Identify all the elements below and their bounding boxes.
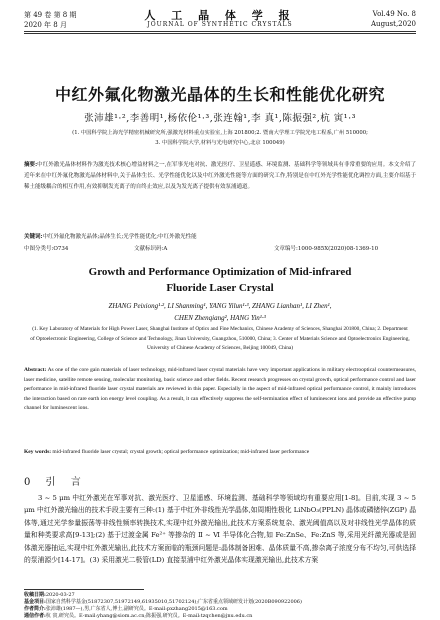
keywords-en-label: Key words:: [24, 449, 52, 455]
title-en: Growth and Performance Optimization of Mid-infrared Fluoride Laser Crystal: [88, 266, 352, 294]
abstract-en: [24, 366, 416, 414]
keywords-cn: [24, 232, 416, 243]
date-en: August,2020: [371, 20, 416, 28]
abstract-en-label: Abstract:: [24, 367, 47, 373]
footnote-bio-text: 张沛雄(1987—),男,广东省人,博士,副研究员。E-mail:pxzhang2015@163.com: [45, 606, 228, 612]
footnote-corr-label: 通信作者:: [24, 613, 46, 619]
header-rule-top: [24, 31, 416, 32]
abstract-cn-label: 摘要:: [24, 162, 38, 168]
clc-number: 中图分类号:O734: [24, 246, 69, 252]
affiliations-cn: [24, 128, 416, 148]
authors-cn: 张沛雄¹·²,李善明¹,杨依伦¹·³,张连翰¹,李 真¹,陈振强²,杭 寅¹·³: [84, 113, 356, 124]
footnotes: [24, 592, 416, 620]
authors-en-line: CHEN Zhenqiang², HANG Yin¹·³: [174, 314, 266, 322]
body-paragraph: 3 ~ 5 μm 中红外激光在军事对抗、激光医疗、卫星遥感、环境监测、基础科学等领域均有重要应用[1-8]。目前,实现 3 ~ 5 μm 中红外激光输出的技术手段主要有三种:(1) 基于中红外非线性光学晶体,如周期性极化 LiNbO₃(PPLN) 晶体或磷锗锌(ZGP) 晶体等,通过光学参量振荡等非线性频率转换技术,实现中红外激光输出,此技术方案系统复杂、激光阈值高以及对非线性光学晶体的质量和种类要求高[9-13];(2) 基于过渡金属 Fe²⁺ 等掺杂的 Ⅱ ~ Ⅵ 半导体化合物,如 Fe:ZnSe、Fe:ZnS 等,采用光纤激光器或是固体激光器抽运,实现中红外激光输出,此技术方案面临的瓶颈问题是:晶体制备困难、晶体质量不高,掺杂离子浓度分布不均匀,可供选择的泵浦源少[14-17]。(3) 采用激光二极管(LD) 直接泵浦中红外激光晶体实现激光输出,此技术方案: [24, 494, 416, 565]
keywords-en-text: mid-infrared fluoride laser crystal; crystal growth; optical performance optimization; mid-infrared laser performance: [52, 449, 310, 455]
volume-cn: 第 49 卷 第 8 期: [24, 11, 77, 19]
date-cn: 2020 年 8 月: [24, 21, 67, 29]
footnote-corr: [24, 613, 416, 620]
footnote-fund-text: 国家自然科学基金(51872307,51972149,61935010,51702124);广东省重点领域研发计划(2020B090922006): [45, 599, 302, 605]
affiliations-en: (1. Key Laboratory of Materials for High Power Laser, Shanghai Institute of Optics and Fine Mechanics, Chinese Academy of Sciences, Shanghai 201800, China; 2. Department of Optoelectronic Engineering, College of Science and Technology, Jinan University, Guangzhou, 510000, China; 3. Center of Materials Science and Optoelectronics Engineering, University of Chinese Academy of Sciences, Beijing 100049, China): [30, 326, 410, 351]
keywords-cn-label: 关键词:: [24, 234, 43, 240]
abstract-en-text: As one of the core gain materials of laser technology, mid-infrared laser crystal materials have very important applications in military electrooptical countermeasures, laser medicine, satellite remote sensing, molecular monitoring, basic science and other fields. Recent research progresses on crystal growth, optical performance control and laser performance in mid-infrared fluoride laser crystal materials are reviewed in this paper. Especially in the aspect of mid-infrared optical performance control, it mainly introduces the interaction based on rare earth ion energy level coupling. As a result, it can effectively suppress the self-termination effect of luminescent ions and provide an effective pump channel for luminescent ions.: [24, 367, 416, 411]
abstract-cn: [24, 160, 416, 193]
section-heading: 0 引 言: [24, 477, 87, 488]
journal-header: [0, 0, 440, 40]
title-cn: 中红外氟化物激光晶体的生长和性能优化研究: [54, 85, 385, 104]
keywords-en: [24, 448, 416, 458]
footnote-corr-text: 杭 寅,研究员。E-mail:yhang@siom.ac.cn;陈振强,研究员。E-mail:tzqchen@jnu.edu.cn: [45, 613, 253, 619]
footnote-rule: [24, 589, 144, 590]
affiliation-cn-line: 3. 中国科学院大学,材料与光电研究中心,北京 100049): [155, 140, 285, 146]
keywords-cn-text: 中红外氟化物激光晶体;晶体生长;光学性能优化;中红外激光性能: [42, 234, 197, 240]
header-rule-bottom: [24, 33, 416, 34]
authors-en-line: ZHANG Peixiong¹·², LI Shanming¹, YANG Yilun¹·³, ZHANG Lianhan¹, LI Zhen¹,: [108, 302, 332, 310]
footnote-fund: [24, 599, 416, 606]
journal-name-cn: 人 工 晶 体 学 报: [144, 9, 296, 22]
footnote-received-text: 2020-03-27: [45, 592, 75, 598]
abstract-cn-text: 中红外激光晶体材料作为激光技术核心增益材料之一,在军事光电对抗、激光医疗、卫星遥感、环境监测、基础科学等领域具有非常重要的应用。本文介绍了近年来在中红外氟化物激光晶体材料中,关于晶体生长、光学性能优化以及中红外激光性能等方面的研究工作,特别是在中红外光学性能优化调控方面,主要介绍基于稀土能级耦合的相互作用,有效抑制发光离子的自终止效应,以及为发光离子提供有效泵浦通道。: [24, 162, 416, 190]
footnote-received-label: 收稿日期:: [24, 592, 46, 598]
footnote-bio: [24, 606, 416, 613]
affiliation-cn-line: (1. 中国科学院上海光学精密机械研究所,强激光材料重点实验室,上海 201800;2. 暨南大学理工学院光电工程系,广州 510000;: [72, 130, 368, 136]
journal-name-en: JOURNAL OF SYNTHETIC CRYSTALS: [147, 21, 293, 28]
footnote-received: [24, 592, 416, 599]
volume-en: Vol.49 No. 8: [372, 10, 416, 18]
article-number: 文章编号:1000-985X(2020)08-1369-10: [274, 246, 379, 252]
document-code: 文献标识码:A: [134, 246, 168, 252]
authors-en: [0, 300, 440, 324]
footnote-fund-label: 基金项目:: [24, 599, 46, 605]
footnote-bio-label: 作者简介:: [24, 606, 46, 612]
